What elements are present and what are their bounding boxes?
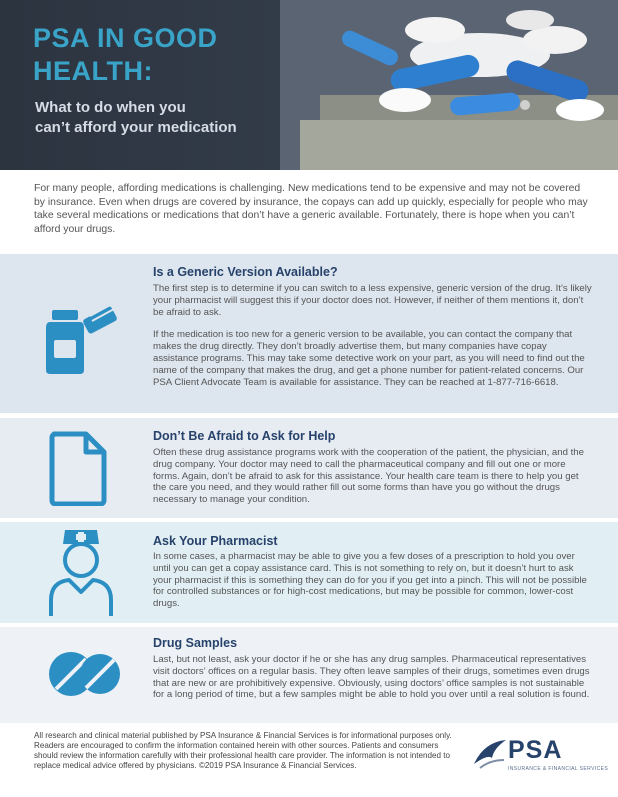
eagle-icon	[470, 734, 510, 774]
section-ask-pharmacist	[0, 522, 618, 623]
section-paragraph: In some cases, a pharmacist may be able to give you a few doses of a prescription to hold you over until you can get a copay assistance card. This is not something to rely on, but it doesn’t hurt to ask your pharmacist if this is something they can do for you if you get into a pinch. This will not be possible for controlled substances or for high-cost medications, but may be possible for common, lower-cost drugs.	[153, 551, 587, 610]
medicine-bottle-icon	[40, 292, 122, 374]
document-icon	[48, 430, 108, 506]
pills-icon	[44, 645, 124, 703]
pills-photo	[280, 0, 618, 170]
section-title: Ask Your Pharmacist	[153, 534, 278, 548]
section-paragraph: Last, but not least, ask your doctor if he or she has any drug samples. Pharmaceutical representatives visit doctors’ offices on a regular basis. They often leave samples of their drugs, sometimes even drugs that are new or are prohibitively expensive. Obviously, using doctors’ office samples is not sustainable for a long period of time, but a few samples might be able to hold you over until a real solution is found.	[153, 654, 590, 701]
intro-paragraph: For many people, affording medications is challenging. New medications tend to be expensive and may not be covered by insurance. Even when drugs are covered by insurance, the copays can add up quickly, especially for people who may take several medications or medications that don’t have a generic available. Fortunately, there is hope when you can’t afford your drugs.	[34, 183, 588, 235]
section-ask-for-help	[0, 418, 618, 518]
section-body	[153, 283, 593, 388]
section-title: Drug Samples	[153, 636, 238, 650]
psa-logo	[470, 734, 609, 778]
section-body	[153, 551, 593, 610]
section-body	[153, 447, 593, 506]
title-line-1: PSA IN GOOD	[33, 23, 218, 53]
section-drug-samples	[0, 627, 618, 723]
section-title: Don’t Be Afraid to Ask for Help	[153, 429, 336, 443]
title-line-2: HEALTH:	[33, 56, 153, 86]
subtitle-line-2: can’t afford your medication	[35, 119, 237, 136]
page-subtitle	[35, 98, 295, 138]
section-title: Is a Generic Version Available?	[153, 265, 338, 279]
hero-banner	[0, 0, 618, 170]
section-paragraph: If the medication is too new for a generic version to be available, you can contact the company that makes the drug directly. They don’t broadly advertise them, but many companies have copay assistance programs. This may take some detective work on your part, as you will need to find out the name of the company that makes the drug, and get a phone number for patient-related concerns. Our PSA Client Advocate Team is available for assistance. They can be reached at 1-877-716-6618.	[153, 329, 585, 388]
page-title	[33, 22, 293, 88]
pharmacist-icon	[45, 526, 117, 618]
section-body	[153, 654, 593, 701]
logo-wordmark: PSA	[508, 736, 563, 764]
footer-disclaimer: All research and clinical material published by PSA Insurance & Financial Services is for informational purposes only. Readers are encouraged to confirm the information contained herein with other sources. Patients and consumers should review the information carefully with their professional health care provider. The information is not intended to replace medical advice offered by physicians. ©2019 PSA Insurance & Financial Services.	[34, 731, 452, 770]
section-paragraph: The first step is to determine if you can switch to a less expensive, generic version of the drug. It’s likely your pharmacist will suggest this if your doctor does not. However, if neither of them mentions it, don’t be afraid to ask.	[153, 283, 592, 318]
logo-tagline: INSURANCE & FINANCIAL SERVICES	[508, 766, 609, 772]
section-paragraph: Often these drug assistance programs work with the cooperation of the patient, the physician, and the drug company. Your doctor may need to call the pharmaceutical company and fill out one or more forms. Again, don’t be afraid to ask for this assistance. Your health care team is there to help you get the care you need, and they would rather fill out some forms than have you go without the drugs necessary to manage your condition.	[153, 447, 584, 506]
section-generic-version	[0, 254, 618, 413]
subtitle-line-1: What to do when you	[35, 99, 186, 116]
